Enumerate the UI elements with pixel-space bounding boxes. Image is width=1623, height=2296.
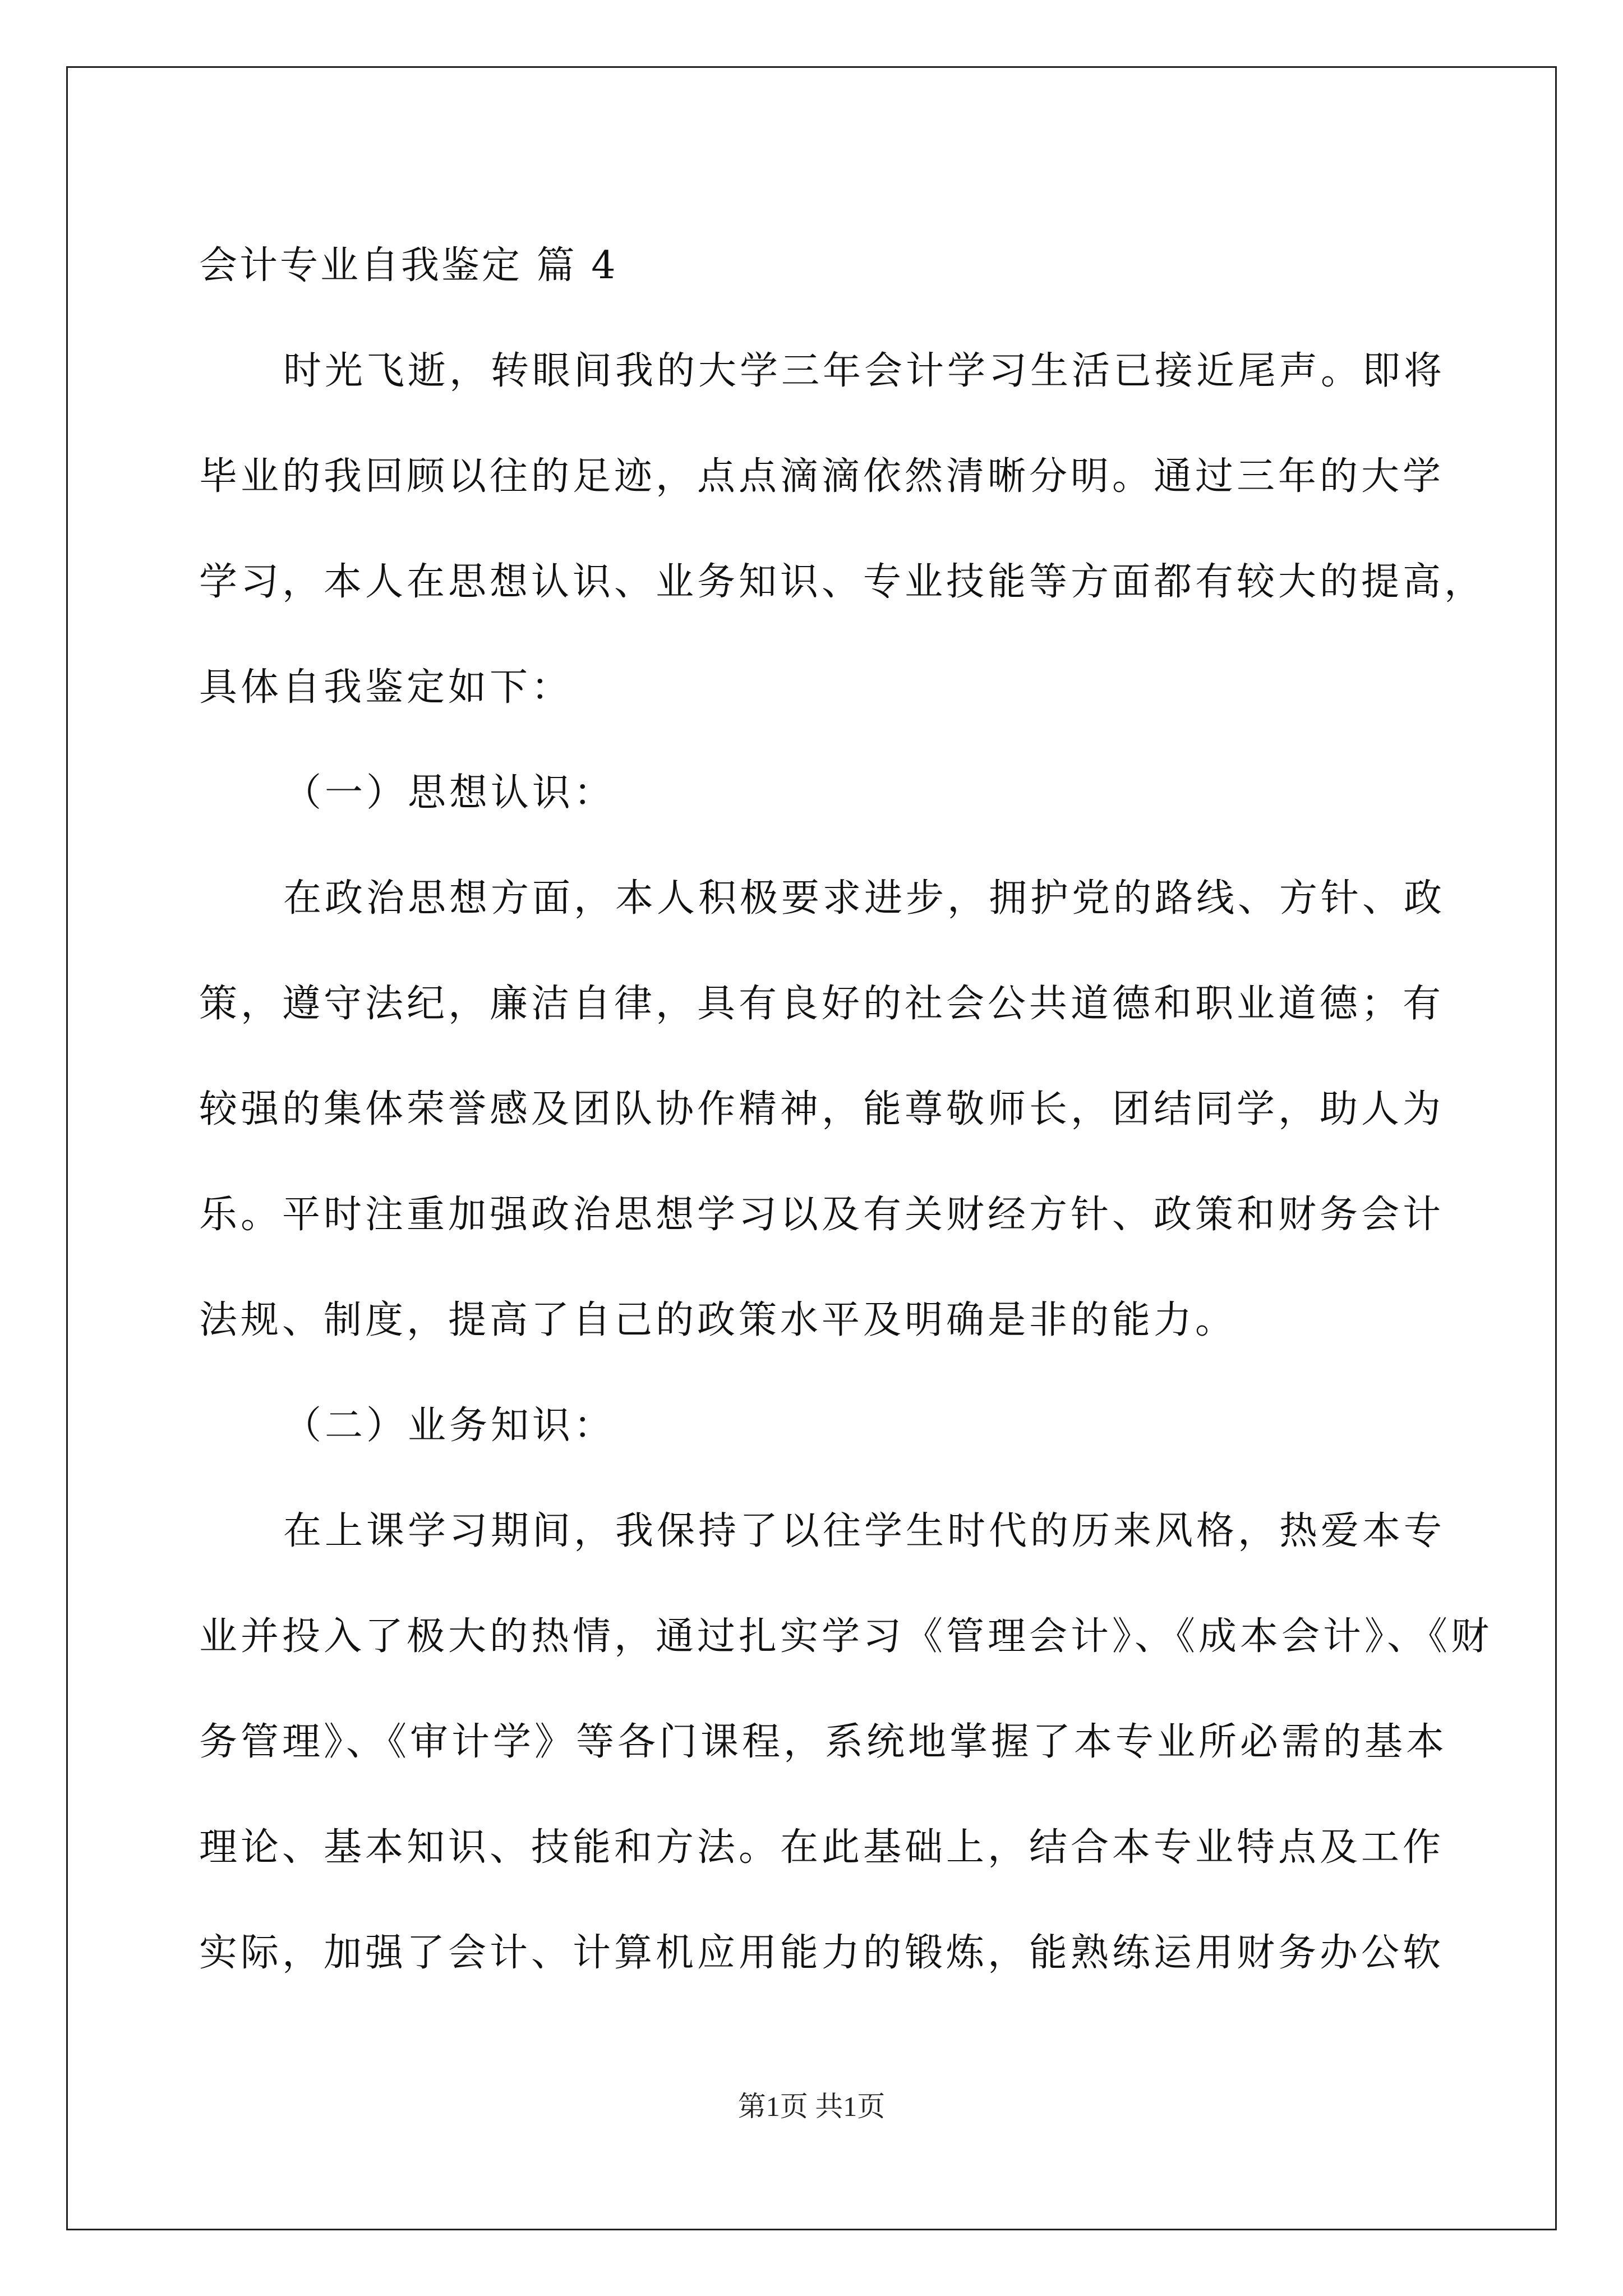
paragraph-line: 实际，加强了会计、计算机应用能力的锻炼，能熟练运用财务办公软 xyxy=(199,1931,1445,1975)
paragraph-line: 毕业的我回顾以往的足迹，点点滴滴依然清晰分明。通过三年的大学 xyxy=(199,454,1445,499)
section-heading: （一）思想认识： xyxy=(283,771,616,815)
section-heading: （二）业务知识： xyxy=(283,1404,616,1448)
paragraph-line: 乐。平时注重加强政治思想学习以及有关财经方针、政策和财务会计 xyxy=(199,1193,1445,1237)
document-body xyxy=(199,213,1493,2006)
paragraph-line: 策，遵守法纪，廉洁自律，具有良好的社会公共道德和职业道德；有 xyxy=(199,982,1445,1026)
paragraph-line: 在上课学习期间，我保持了以往学生时代的历来风格，热爱本专 xyxy=(283,1509,1446,1553)
paragraph-line: 法规、制度，提高了自己的政策水平及明确是非的能力。 xyxy=(199,1298,1237,1342)
paragraph-line: 学习，本人在思想认识、业务知识、专业技能等方面都有较大的提高， xyxy=(199,560,1486,604)
paragraph-line: 在政治思想方面，本人积极要求进步，拥护党的路线、方针、政 xyxy=(283,876,1446,921)
paragraph-line: 时光飞逝，转眼间我的大学三年会计学习生活已接近尾声。即将 xyxy=(283,349,1446,393)
paragraph-line: 务管理》、《审计学》等各门课程，系统地掌握了本专业所必需的基本 xyxy=(199,1720,1448,1764)
paragraph-line: 具体自我鉴定如下： xyxy=(199,665,573,710)
paragraph-line: 理论、基本知识、技能和方法。在此基础上，结合本专业特点及工作 xyxy=(199,1825,1445,1870)
paragraph-line: 较强的集体荣誉感及团队协作精神，能尊敬师长，团结同学，助人为 xyxy=(199,1087,1445,1131)
document-title: 会计专业自我鉴定 篇 4 xyxy=(199,243,618,288)
page-footer: 第1页 共1页 xyxy=(737,2091,886,2122)
paragraph-line: 业并投入了极大的热情，通过扎实学习《管理会计》、《成本会计》、《财 xyxy=(199,1614,1493,1659)
